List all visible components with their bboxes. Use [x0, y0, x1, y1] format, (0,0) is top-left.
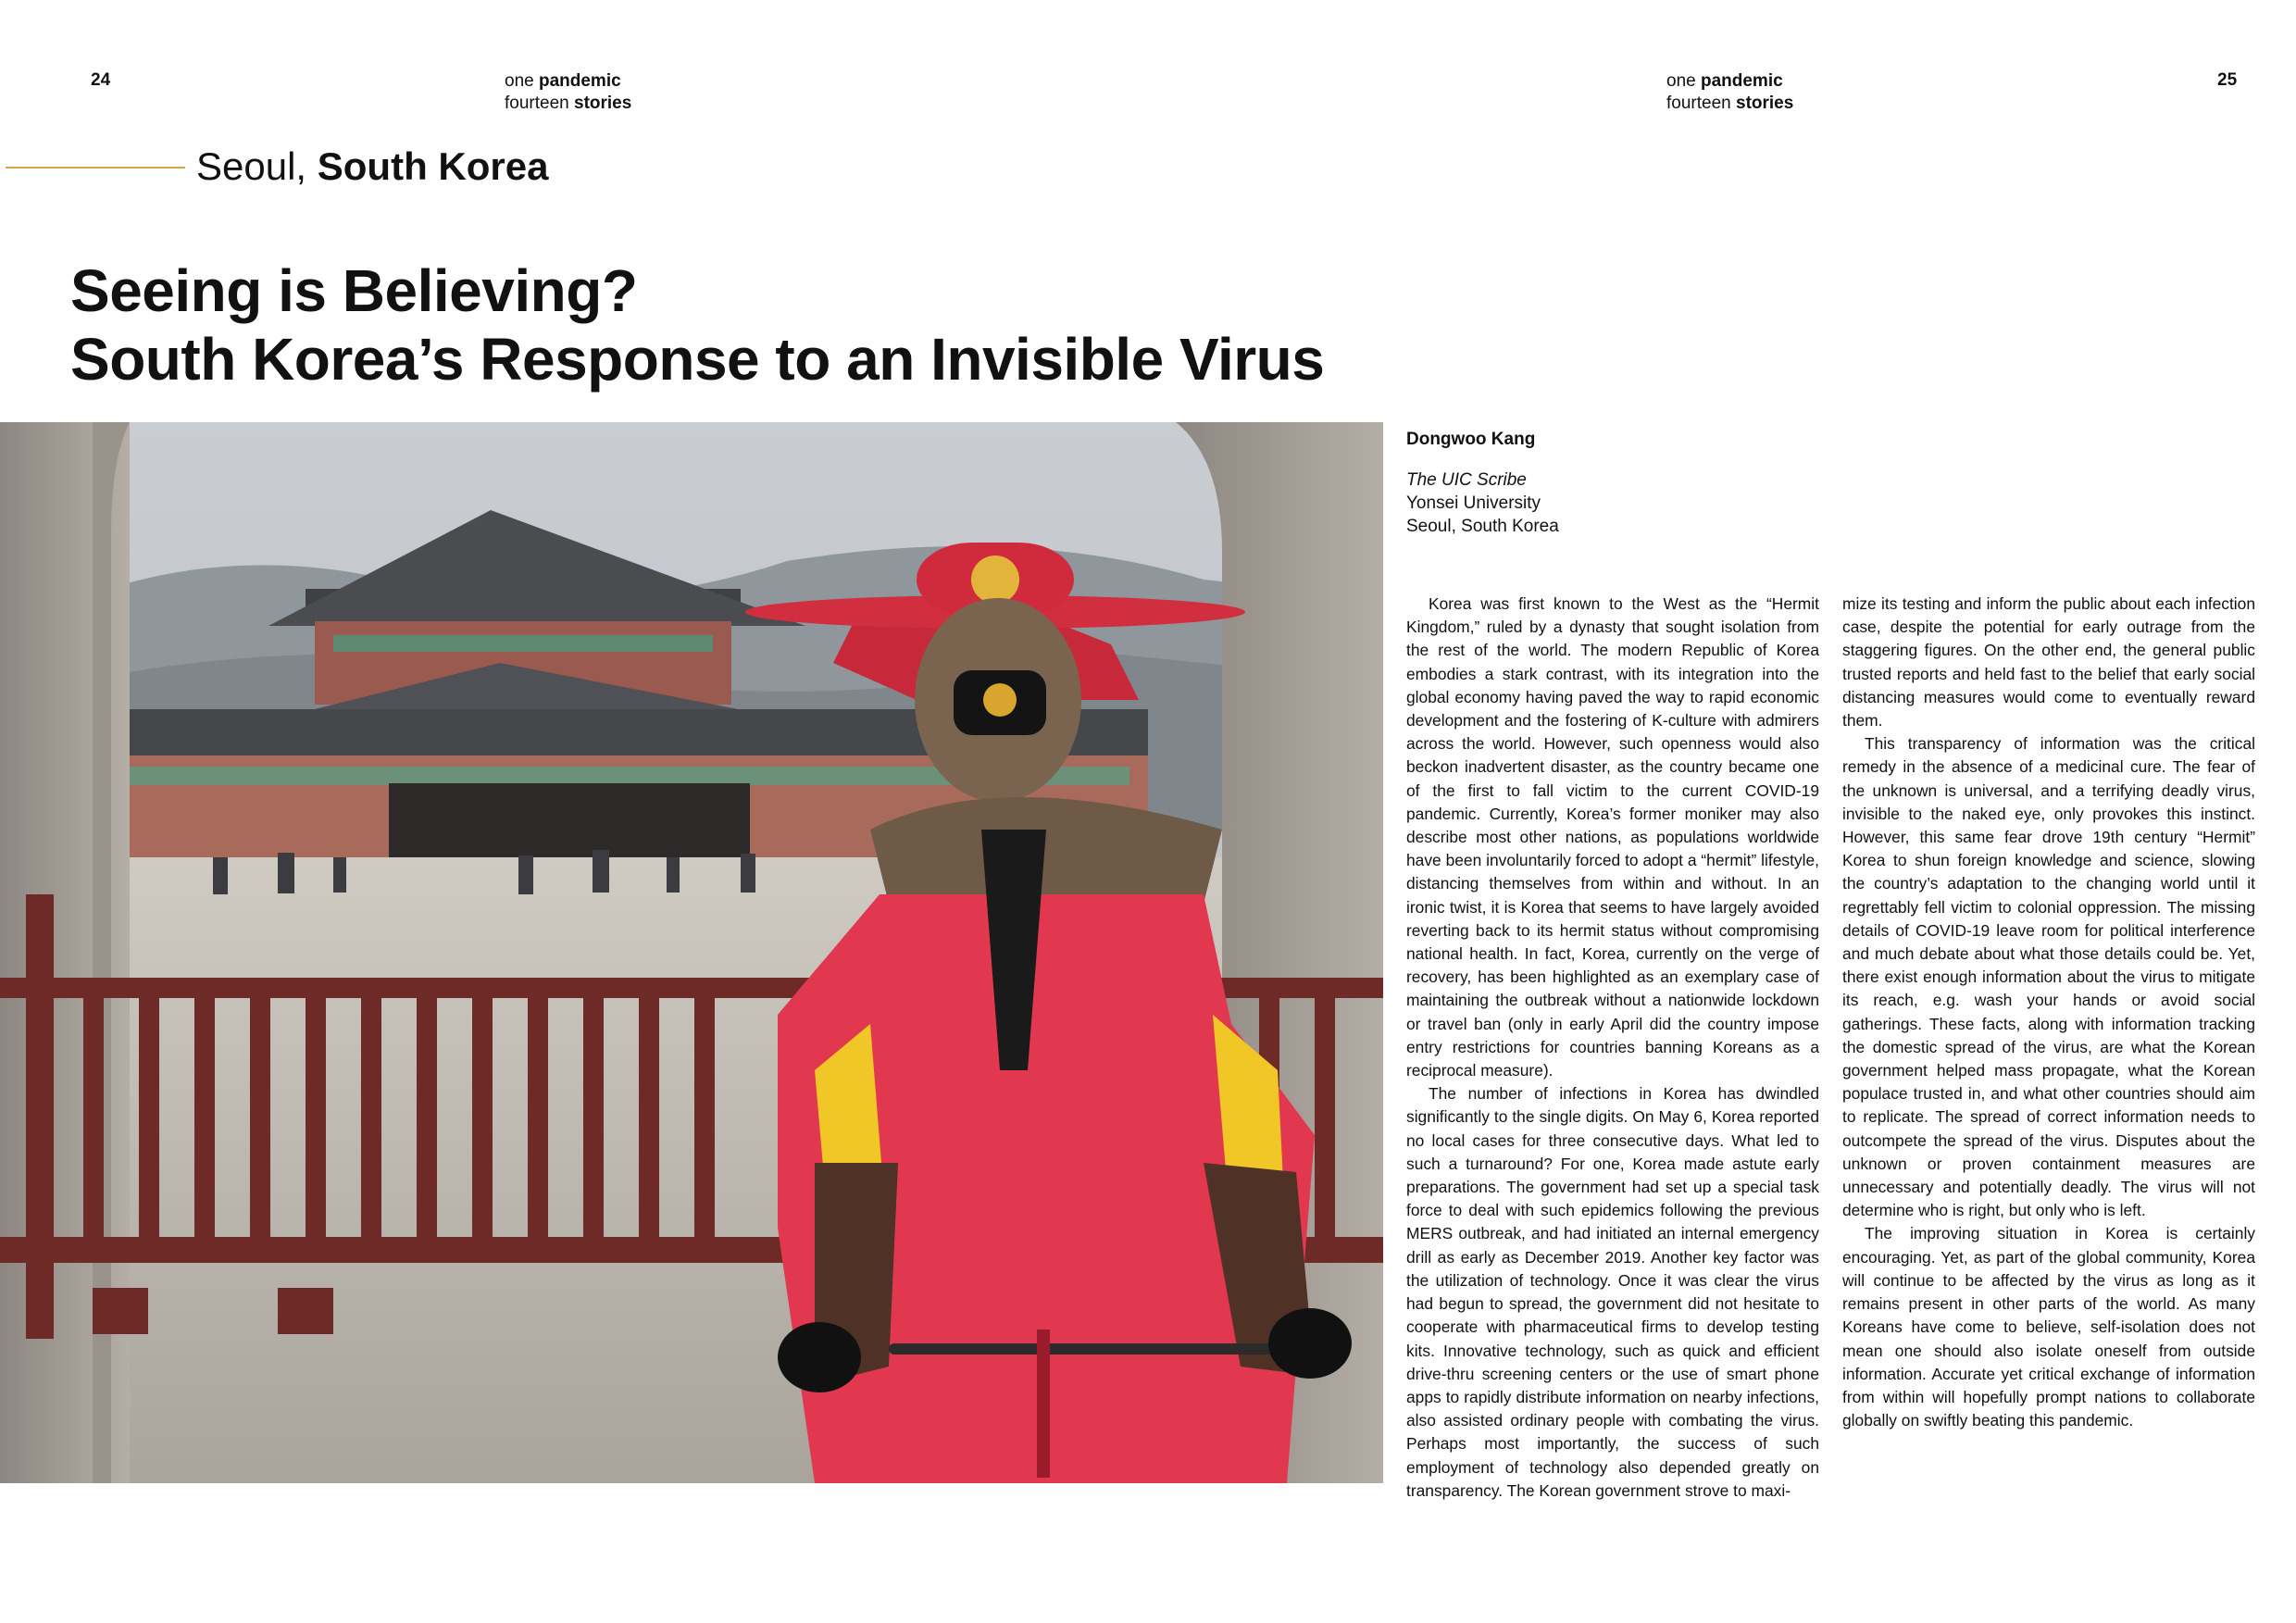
location-country: South Korea [317, 144, 549, 188]
running-head-bold: pandemic [1700, 71, 1783, 91]
running-head-prefix: one [505, 71, 539, 91]
article-paragraph: The improving situation in Korea is certainly encouraging. Yet, as part of the global community, Korea will continue to be affected by the virus as long as it remains present in other parts of the world. As many Koreans have come to believe, self-isolation does not mean one should also isolate oneself from outside information. Accurate yet critical exchange of information from within will hopefully prompt nations to collaborate globally on swiftly beating this pandemic. [1842, 1224, 2255, 1430]
page-number-left: 24 [91, 70, 111, 90]
title-line-2: South Korea’s Response to an Invisible Virus [70, 326, 1325, 393]
running-head-prefix: fourteen [505, 94, 574, 113]
article-photo [0, 422, 1383, 1483]
article-title [70, 256, 1324, 393]
running-head-bold: stories [574, 94, 632, 113]
running-head-prefix: fourteen [1666, 94, 1736, 113]
running-head-right [1666, 70, 1793, 115]
author-location: Seoul, South Korea [1406, 517, 1559, 536]
accent-rule [6, 167, 185, 169]
article-paragraph: The number of infections in Korea has dwindled significantly to the single digits. On May 6, Korea reported no local cases for three consecutive days. What led to such a turnaround? For one, Korea made astute early preparations. The government had set up a special task force to deal with such epidemics following the previous MERS outbreak, and had initiated an internal emergency drill as early as December 2019. Another key factor was the utilization of technology. Once it was clear the virus had begun to spread, the government did not hesitate to cooperate with pharmaceutical firms to develop testing kits. Innovative technology, such as quick and efficient drive-thru screening centers or the use of smart phone apps to rapidly distribute information on nearby infections, also assisted ordinary people with combating the virus. Perhaps most importantly, the success of such employment of technology also depended greatly on transparency. The Korean government strove to maxi- [1406, 1084, 1819, 1500]
article-column-1 [1406, 593, 1819, 1503]
running-head-bold: pandemic [538, 71, 621, 91]
publication-name: The UIC Scribe [1406, 470, 1527, 490]
byline [1406, 428, 1851, 538]
university-name: Yonsei University [1406, 493, 1541, 513]
running-head-left [505, 70, 631, 115]
article-paragraph: mize its testing and inform the public about each infection case, despite the potential for early outrage from the staggering figures. On the other end, the general public trusted reports and held fast to the belief that early social distancing measures would come to eventually reward them. [1842, 594, 2255, 730]
location-heading [196, 143, 548, 191]
article-paragraph: This transparency of information was the critical remedy in the absence of a medicinal cure. The fear of the unknown is universal, and a terrifying deadly virus, invisible to the naked eye, only provokes this instinct. However, this same fear drove 19th century “Hermit” Korea to shun foreign knowledge and science, slowing the country’s adaptation to the changing world until it regrettably fell victim to colonial oppression. The missing details of COVID-19 leave room for political interference and much debate about what those details could be. Yet, there exist enough information about the virus to mitigate its reach, e.g. wash your hands or avoid social gatherings. These facts, along with information tracking the domestic spread of the virus, are what the Korean government helped mass propagate, what the Korean populace trusted in, and what other countries should aim to replicate. The spread of correct information needs to outcompete the spread of the virus. Disputes about the unknown or proven containment measures are unnecessary and potentially deadly. The virus will not determine who is right, but only who is left. [1842, 734, 2255, 1220]
author-name: Dongwoo Kang [1406, 430, 1536, 449]
article-column-2 [1842, 593, 2255, 1432]
location-city: Seoul, [196, 144, 318, 188]
article-paragraph: Korea was first known to the West as the “Hermit Kingdom,” ruled by a dynasty that sought isolation from the rest of the world. The modern Republic of Korea embodies a stark contrast, with its integration into the global economy having paved the way to rapid economic development and the fostering of K-culture with admirers across the world. However, such openness would also beckon inadvertent disaster, as the country became one of the first to fall victim to the current COVID-19 pandemic. Currently, Korea’s former moniker may also describe most other nations, as populations worldwide have been involuntarily forced to adopt a “hermit” lifestyle, distancing themselves from within and without. In an ironic twist, it is Korea that seems to have largely avoided reverting back to its hermit status without compromising national health. In fact, Korea, currently on the verge of recovery, has been highlighted as an exemplary case of maintaining the outbreak without a nationwide lockdown or travel ban (only in early April did the country impose entry restrictions for countries banning Koreans as a reciprocal measure). [1406, 594, 1819, 1080]
running-head-bold: stories [1736, 94, 1794, 113]
running-head-prefix: one [1666, 71, 1701, 91]
page-number-right: 25 [2217, 70, 2238, 90]
title-line-1: Seeing is Believing? [70, 257, 638, 324]
